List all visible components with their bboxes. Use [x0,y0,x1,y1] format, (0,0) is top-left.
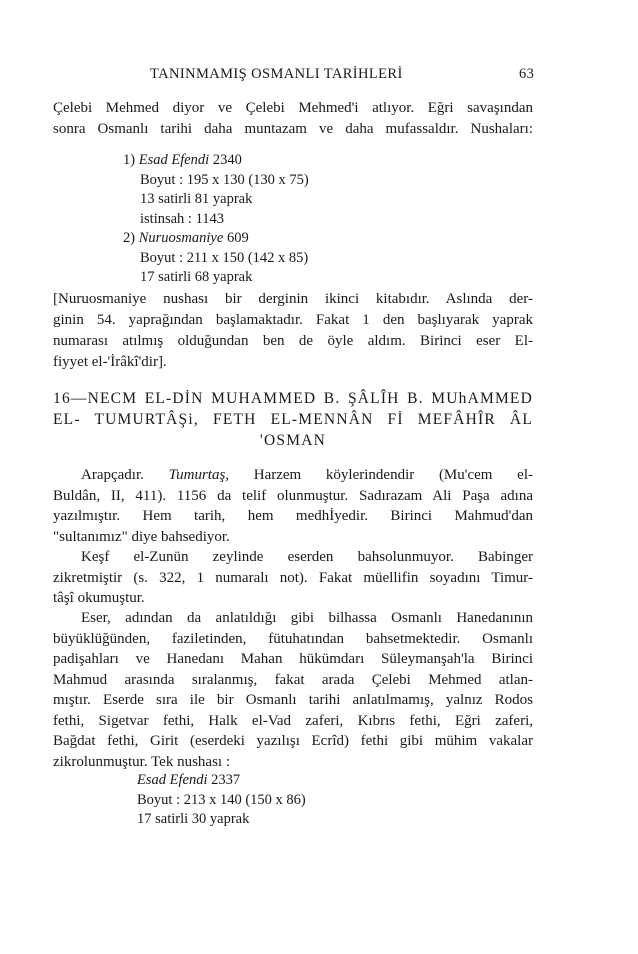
library-name: Esad Efendi [137,772,208,788]
text-line: Buldân, II, 411). 1156 da telif olunmuştur. Sadırazam Ali Paşa adına [53,487,533,504]
copy-entry-1 [123,151,309,171]
text-line: fiyyet el-'İrâkî'dir]. [53,354,167,370]
manuscript-copies-list [123,151,309,288]
library-name: Nuruosmaniye [138,230,224,246]
bracketed-note [53,289,533,373]
intro-paragraph [53,98,533,139]
heading-line: 'OSMAN [260,432,326,449]
copy-entry-2 [123,229,309,249]
catalog-number: 2340 [212,152,242,168]
section-heading [53,388,533,451]
text-line: Bağdat fethi, Girit (eserdeki yazılışı Ecrîd) fethi gibi mühim vakalar [53,733,533,749]
copy-entry [137,771,306,791]
text-line: büyüklüğünden, faziletinden, fütuhatından bahsetmektedir. Osmanlı [53,630,533,647]
text-line: tâşî okumuştur. [53,590,145,606]
text-line: yazılmıştır. Hem tarih, hem medhİyedir. Birinci Mahmud'dan [53,508,533,524]
text-line: ginin 54. yaprağından başlamaktadır. Fakat 1 den başlıyarak yaprak [53,312,533,328]
copy-number: 2) [123,230,136,246]
text-line: fethi, Sigetvar fethi, Halk el-Vad zaferi, Kıbrıs fethi, Eğri zaferi, [53,712,533,729]
text-line [53,465,533,486]
text-line: [Nuruosmaniye nushası bir derginin ikinci kitabıdır. Aslında der- [53,291,533,307]
copy-detail: 13 satirli 81 yaprak [140,191,253,207]
copy-detail: Boyut : 211 x 150 (142 x 85) [140,249,309,266]
paragraph-sources [53,547,533,609]
text-line: Mahmud arasında sıralanmış, fakat arada Çelebi Mehmed atlan- [53,671,533,688]
manuscript-copy-single [137,771,306,830]
paragraph-content [53,608,533,772]
catalog-number: 609 [226,230,249,246]
text-line: Çelebi Mehmed diyor ve Çelebi Mehmed'i atlıyor. Eğri savaşından [53,100,533,116]
heading-line: 16—NECM EL-DİN MUHAMMED B. ŞÂLÎH B. MUhAMMED [53,390,533,407]
copy-detail: Boyut : 213 x 140 (150 x 86) [137,791,306,808]
text-line: numarası atılmış olduğundan ben de öyle aldım. Birinci eser El- [53,333,533,349]
text-line: sonra Osmanlı tarihi daha muntazam ve daha mufassaldır. Nushaları: [53,120,533,137]
page-number: 63 [519,66,535,82]
italic-term: Tumurtaş, [168,467,230,483]
heading-line: EL- TUMURTÂŞi, FETH EL-MENNÂN Fİ MEFÂHÎR ÂL [53,411,533,428]
text-line: zikrolunmuştur. Tek nushası : [53,753,230,770]
paragraph-description [53,465,533,547]
library-name: Esad Efendi [138,152,210,168]
text-line: Eser, adından da anlatıldığı gibi bilhassa Osmanlı Hanedanının [81,610,533,626]
text-line: Keşf el-Zunün zeylinde eserden bahsolunmuyor. Babinger [81,549,533,565]
copy-detail: 17 satirli 68 yaprak [140,269,253,285]
text-line: "sultanımız" diye bahsediyor. [53,528,230,545]
catalog-number: 2337 [211,772,241,788]
text-span: Harzem köylerindendir (Mu'cem el- [229,467,533,483]
copy-number: 1) [123,152,136,168]
text-line: mıştır. Eserde sıra ile bir Osmanlı tarihi anlatılmamış, yalnız Rodos [53,692,533,708]
copy-detail: istinsah : 1143 [140,210,225,227]
running-header-title: TANINMAMIŞ OSMANLI TARİHLERİ [150,66,403,82]
copy-detail: Boyut : 195 x 130 (130 x 75) [140,171,309,188]
text-line: padişahları ve Hanedanı Mahan hükümdarı Süleymanşah'la Birinci [53,651,533,667]
text-line: zikretmiştir (s. 322, 1 numaralı not). Fakat müellifin soyadını Timur- [53,569,533,586]
copy-detail: 17 satirli 30 yaprak [137,811,250,827]
text-span: Arapçadır. [81,467,169,483]
